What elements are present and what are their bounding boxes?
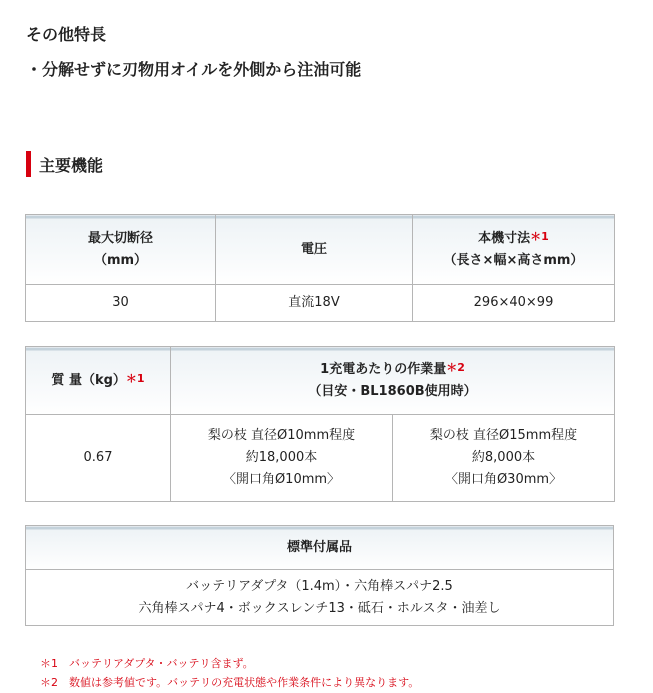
header-max-cut	[26, 215, 216, 285]
footnote-marker: ＊2	[446, 360, 465, 374]
header-line: 最大切断径	[87, 230, 153, 246]
footnotes	[40, 654, 419, 692]
accessories-table	[25, 525, 614, 626]
value-dimensions: 296×40×99	[413, 285, 615, 322]
header-line: （長さ×幅×高さmm）	[443, 252, 584, 268]
header-text: 質 量（kg）	[51, 372, 126, 388]
header-accessories: 標準付属品	[26, 526, 614, 570]
value-voltage: 直流18V	[216, 285, 413, 322]
cell-line: 〈開口角Ø30mm〉	[444, 472, 563, 487]
spec-table-main	[25, 214, 615, 322]
cell-line: 約8,000本	[471, 450, 536, 465]
feature-item: ・分解せずに刃物用オイルを外側から注油可能	[26, 60, 362, 79]
other-features-heading: その他特長	[26, 25, 107, 44]
header-text: 本機寸法	[478, 230, 531, 246]
value-mass: 0.67	[26, 415, 171, 502]
value-work-15mm	[393, 415, 615, 502]
footnote-marker: ＊1	[530, 229, 549, 243]
section-heading	[26, 151, 103, 177]
cell-line: 約18,000本	[245, 450, 318, 465]
header-line: 電圧	[300, 241, 327, 257]
spec-table-mass-work	[25, 346, 615, 502]
header-text: 1充電あたりの作業量	[320, 361, 447, 377]
value-accessories	[26, 570, 614, 626]
cell-line: 〈開口角Ø10mm〉	[222, 472, 341, 487]
header-dimensions	[413, 215, 615, 285]
value-work-10mm	[171, 415, 393, 502]
header-line	[171, 359, 614, 381]
section-accent-bar	[26, 151, 31, 177]
header-line: （mm）	[93, 252, 148, 268]
footnote-2: ＊2 数値は参考値です。バッテリの充電状態や作業条件により異なります。	[40, 676, 420, 689]
header-work-per-charge	[171, 347, 615, 415]
cell-line: バッテリアダプタ（1.4m）・六角棒スパナ2.5	[186, 578, 453, 594]
footnote-1: ＊1 バッテリアダプタ・バッテリ含まず。	[40, 657, 254, 670]
footnote-marker: ＊1	[125, 371, 145, 385]
header-line: （目安・BL1860B使用時）	[308, 383, 477, 399]
section-title: 主要機能	[39, 155, 104, 175]
header-mass	[26, 347, 171, 415]
cell-line: 梨の枝 直径Ø10mm程度	[207, 428, 356, 443]
value-max-cut: 30	[26, 285, 216, 322]
cell-line: 梨の枝 直径Ø15mm程度	[429, 428, 578, 443]
header-line	[413, 228, 614, 250]
cell-line: 六角棒スパナ4・ボックスレンチ13・砥石・ホルスタ・油差し	[138, 600, 501, 616]
header-voltage	[216, 215, 413, 285]
